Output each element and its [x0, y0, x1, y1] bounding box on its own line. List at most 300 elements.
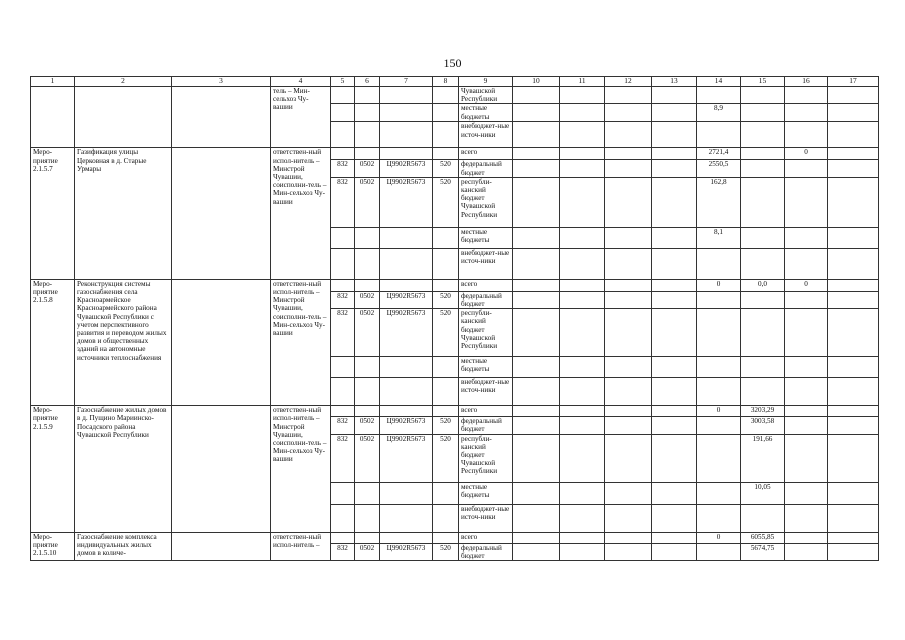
year-cell-16 [785, 434, 828, 482]
year-cell-14: 0 [697, 279, 741, 291]
section-cell: 0502 [355, 417, 380, 434]
year-cell-13 [652, 434, 697, 482]
year-cell-14: 2550,5 [697, 160, 741, 177]
column-header-13: 13 [652, 77, 697, 87]
year-cell-13 [652, 309, 697, 357]
expense-type-cell: 520 [433, 434, 459, 482]
goal-cell [172, 406, 271, 532]
expense-type-cell [433, 532, 459, 543]
goal-cell [172, 87, 271, 148]
grbs-cell [331, 122, 355, 148]
year-cell-15 [741, 357, 785, 378]
expense-type-cell: 520 [433, 417, 459, 434]
year-cell-16 [785, 309, 828, 357]
column-header-5: 5 [331, 77, 355, 87]
target-article-cell [380, 104, 433, 122]
year-cell-12 [605, 378, 652, 406]
executor-cell: тель – Мин-сельхоз Чу-вашии [271, 87, 331, 148]
year-cell-15 [741, 227, 785, 248]
section-cell [355, 504, 380, 532]
target-article-cell [380, 406, 433, 417]
section-cell [355, 227, 380, 248]
year-cell-14: 8,9 [697, 104, 741, 122]
measure-number-cell: Меро-приятие 2.1.5.9 [31, 406, 75, 532]
column-header-10: 10 [513, 77, 560, 87]
grbs-cell [331, 87, 355, 104]
column-header-12: 12 [605, 77, 652, 87]
year-cell-14 [697, 122, 741, 148]
target-article-cell [380, 357, 433, 378]
year-cell-13 [652, 148, 697, 160]
year-cell-16 [785, 378, 828, 406]
funding-source-cell: республи-канский бюджет Чувашской Республики [459, 177, 513, 227]
funding-source-cell: всего [459, 148, 513, 160]
target-article-cell [380, 227, 433, 248]
year-cell-12 [605, 291, 652, 308]
measure-number-cell: Меро-приятие 2.1.5.8 [31, 279, 75, 405]
grbs-cell [331, 406, 355, 417]
section-cell [355, 378, 380, 406]
year-cell-10 [513, 434, 560, 482]
year-cell-15 [741, 177, 785, 227]
year-cell-10 [513, 248, 560, 279]
target-article-cell [380, 279, 433, 291]
year-cell-10 [513, 309, 560, 357]
year-cell-10 [513, 482, 560, 504]
year-cell-12 [605, 227, 652, 248]
year-cell-16 [785, 177, 828, 227]
target-article-cell [380, 504, 433, 532]
year-cell-11 [560, 357, 605, 378]
year-cell-15: 6055,85 [741, 532, 785, 543]
year-cell-11 [560, 148, 605, 160]
year-cell-14 [697, 87, 741, 104]
target-article-cell: Ц9902R5673 [380, 177, 433, 227]
year-cell-17 [828, 248, 879, 279]
year-cell-17 [828, 417, 879, 434]
grbs-cell [331, 532, 355, 543]
year-cell-17 [828, 543, 879, 560]
year-cell-12 [605, 482, 652, 504]
section-cell: 0502 [355, 291, 380, 308]
year-cell-12 [605, 357, 652, 378]
section-cell [355, 122, 380, 148]
funding-source-cell: Чувашской Республики [459, 87, 513, 104]
year-cell-16 [785, 87, 828, 104]
grbs-cell: 832 [331, 417, 355, 434]
year-cell-13 [652, 482, 697, 504]
year-cell-11 [560, 177, 605, 227]
year-cell-17 [828, 504, 879, 532]
year-cell-12 [605, 532, 652, 543]
grbs-cell: 832 [331, 434, 355, 482]
year-cell-10 [513, 279, 560, 291]
goal-cell [172, 532, 271, 560]
expense-type-cell [433, 279, 459, 291]
funding-source-cell: республи-канский бюджет Чувашской Республики [459, 434, 513, 482]
year-cell-11 [560, 309, 605, 357]
year-cell-10 [513, 357, 560, 378]
year-cell-12 [605, 543, 652, 560]
expense-type-cell [433, 378, 459, 406]
grbs-cell [331, 279, 355, 291]
executor-cell: ответствен-ный испол-нитель – [271, 532, 331, 560]
year-cell-14 [697, 291, 741, 308]
year-cell-11 [560, 532, 605, 543]
year-cell-12 [605, 309, 652, 357]
year-cell-11 [560, 279, 605, 291]
year-cell-15 [741, 87, 785, 104]
year-cell-11 [560, 378, 605, 406]
funding-source-cell: федеральный бюджет [459, 543, 513, 560]
year-cell-10 [513, 177, 560, 227]
year-cell-15: 5674,75 [741, 543, 785, 560]
year-cell-14: 0 [697, 406, 741, 417]
year-cell-14 [697, 504, 741, 532]
year-cell-16 [785, 504, 828, 532]
year-cell-17 [828, 309, 879, 357]
expense-type-cell [433, 148, 459, 160]
funding-source-cell: федеральный бюджет [459, 291, 513, 308]
year-cell-12 [605, 248, 652, 279]
executor-cell: ответствен-ный испол-нитель – Минстрой Чувашии, соисполни-тель – Мин-сельхоз Чу-вашии [271, 279, 331, 405]
target-article-cell: Ц9902R5673 [380, 160, 433, 177]
year-cell-17 [828, 122, 879, 148]
year-cell-10 [513, 378, 560, 406]
grbs-cell [331, 482, 355, 504]
section-cell [355, 532, 380, 543]
year-cell-12 [605, 104, 652, 122]
target-article-cell [380, 532, 433, 543]
expense-type-cell: 520 [433, 177, 459, 227]
target-article-cell [380, 148, 433, 160]
funding-source-cell: всего [459, 406, 513, 417]
year-cell-16 [785, 482, 828, 504]
target-article-cell [380, 87, 433, 104]
year-cell-11 [560, 122, 605, 148]
funding-source-cell: всего [459, 279, 513, 291]
funding-source-cell: местные бюджеты [459, 482, 513, 504]
year-cell-13 [652, 532, 697, 543]
year-cell-11 [560, 87, 605, 104]
year-cell-10 [513, 148, 560, 160]
year-cell-16 [785, 160, 828, 177]
year-cell-12 [605, 434, 652, 482]
year-cell-11 [560, 291, 605, 308]
goal-cell [172, 148, 271, 279]
year-cell-17 [828, 279, 879, 291]
year-cell-14 [697, 543, 741, 560]
executor-cell: ответствен-ный испол-нитель – Минстрой Чувашии, соисполни-тель – Мин-сельхоз Чу-вашии [271, 406, 331, 532]
year-cell-12 [605, 406, 652, 417]
column-header-4: 4 [271, 77, 331, 87]
year-cell-14 [697, 434, 741, 482]
year-cell-17 [828, 291, 879, 308]
table-row [31, 87, 879, 104]
expense-type-cell: 520 [433, 160, 459, 177]
expense-type-cell [433, 482, 459, 504]
year-cell-17 [828, 357, 879, 378]
funding-source-cell: всего [459, 532, 513, 543]
target-article-cell [380, 248, 433, 279]
year-cell-14: 0 [697, 532, 741, 543]
year-cell-17 [828, 160, 879, 177]
executor-cell: ответствен-ный испол-нитель – Минстрой Чувашии, соисполни-тель – Мин-сельхоз Чу-вашии [271, 148, 331, 279]
year-cell-10 [513, 122, 560, 148]
year-cell-10 [513, 227, 560, 248]
year-cell-14 [697, 378, 741, 406]
target-article-cell: Ц9902R5673 [380, 309, 433, 357]
year-cell-10 [513, 417, 560, 434]
year-cell-14: 2721,4 [697, 148, 741, 160]
year-cell-15: 3003,58 [741, 417, 785, 434]
column-header-16: 16 [785, 77, 828, 87]
year-cell-17 [828, 87, 879, 104]
year-cell-13 [652, 417, 697, 434]
expense-type-cell [433, 227, 459, 248]
column-header-15: 15 [741, 77, 785, 87]
year-cell-15 [741, 309, 785, 357]
year-cell-15 [741, 122, 785, 148]
grbs-cell [331, 378, 355, 406]
year-cell-10 [513, 504, 560, 532]
year-cell-13 [652, 248, 697, 279]
year-cell-15 [741, 291, 785, 308]
year-cell-10 [513, 87, 560, 104]
year-cell-13 [652, 122, 697, 148]
goal-cell [172, 279, 271, 405]
year-cell-11 [560, 406, 605, 417]
year-cell-12 [605, 87, 652, 104]
year-cell-13 [652, 104, 697, 122]
year-cell-10 [513, 291, 560, 308]
year-cell-15 [741, 104, 785, 122]
year-cell-13 [652, 279, 697, 291]
measure-number-cell: Меро-приятие 2.1.5.7 [31, 148, 75, 279]
grbs-cell [331, 148, 355, 160]
target-article-cell: Ц9902R5673 [380, 417, 433, 434]
section-cell [355, 148, 380, 160]
year-cell-15: 10,05 [741, 482, 785, 504]
grbs-cell: 832 [331, 177, 355, 227]
year-cell-17 [828, 378, 879, 406]
year-cell-13 [652, 87, 697, 104]
column-header-8: 8 [433, 77, 459, 87]
year-cell-16: 0 [785, 148, 828, 160]
expense-type-cell: 520 [433, 543, 459, 560]
grbs-cell: 832 [331, 543, 355, 560]
column-header-3: 3 [172, 77, 271, 87]
measure-number-cell [31, 87, 75, 148]
year-cell-17 [828, 227, 879, 248]
target-article-cell [380, 378, 433, 406]
year-cell-13 [652, 357, 697, 378]
year-cell-17 [828, 532, 879, 543]
year-cell-10 [513, 104, 560, 122]
year-cell-15: 0,0 [741, 279, 785, 291]
measure-name-cell: Реконструкция системы газоснабжения села Красноармейское Красноармейского района Чувашской Республики с учетом перспективного развития и переводом жилых домов и общественных зданий на автономные источники теплоснабжения [75, 279, 172, 405]
year-cell-12 [605, 160, 652, 177]
year-cell-13 [652, 378, 697, 406]
funding-source-cell: внебюджет-ные источ-ники [459, 122, 513, 148]
year-cell-16 [785, 532, 828, 543]
year-cell-15: 3203,29 [741, 406, 785, 417]
expense-type-cell [433, 248, 459, 279]
column-header-9: 9 [459, 77, 513, 87]
section-cell [355, 87, 380, 104]
table-row [31, 148, 879, 160]
table-row [31, 532, 879, 543]
year-cell-12 [605, 279, 652, 291]
target-article-cell [380, 122, 433, 148]
year-cell-11 [560, 227, 605, 248]
year-cell-16 [785, 417, 828, 434]
year-cell-11 [560, 434, 605, 482]
year-cell-16 [785, 122, 828, 148]
column-header-2: 2 [75, 77, 172, 87]
target-article-cell [380, 482, 433, 504]
funding-source-cell: местные бюджеты [459, 357, 513, 378]
funding-source-cell: федеральный бюджет [459, 417, 513, 434]
year-cell-11 [560, 417, 605, 434]
table-row [31, 406, 879, 417]
year-cell-10 [513, 532, 560, 543]
grbs-cell: 832 [331, 160, 355, 177]
year-cell-11 [560, 504, 605, 532]
measure-name-cell: Газификация улицы Церковная в д. Старые Урмары [75, 148, 172, 279]
header-row [31, 77, 879, 87]
year-cell-15 [741, 378, 785, 406]
year-cell-16 [785, 406, 828, 417]
year-cell-16 [785, 291, 828, 308]
expense-type-cell [433, 104, 459, 122]
year-cell-11 [560, 482, 605, 504]
year-cell-15: 191,66 [741, 434, 785, 482]
year-cell-14 [697, 482, 741, 504]
year-cell-15 [741, 504, 785, 532]
year-cell-16 [785, 227, 828, 248]
year-cell-15 [741, 160, 785, 177]
year-cell-13 [652, 406, 697, 417]
year-cell-13 [652, 291, 697, 308]
year-cell-15 [741, 248, 785, 279]
funding-source-cell: внебюджет-ные источ-ники [459, 248, 513, 279]
grbs-cell: 832 [331, 309, 355, 357]
year-cell-11 [560, 104, 605, 122]
year-cell-17 [828, 406, 879, 417]
section-cell: 0502 [355, 434, 380, 482]
grbs-cell: 832 [331, 291, 355, 308]
funding-source-cell: местные бюджеты [459, 104, 513, 122]
year-cell-14 [697, 417, 741, 434]
section-cell: 0502 [355, 309, 380, 357]
column-header-17: 17 [828, 77, 879, 87]
grbs-cell [331, 504, 355, 532]
year-cell-16 [785, 357, 828, 378]
grbs-cell [331, 357, 355, 378]
year-cell-14 [697, 357, 741, 378]
year-cell-17 [828, 482, 879, 504]
year-cell-14: 162,8 [697, 177, 741, 227]
expense-type-cell [433, 357, 459, 378]
grbs-cell [331, 227, 355, 248]
year-cell-15 [741, 148, 785, 160]
target-article-cell: Ц9902R5673 [380, 543, 433, 560]
column-header-11: 11 [560, 77, 605, 87]
year-cell-11 [560, 248, 605, 279]
expense-type-cell [433, 87, 459, 104]
target-article-cell: Ц9902R5673 [380, 434, 433, 482]
expense-type-cell: 520 [433, 309, 459, 357]
year-cell-16 [785, 248, 828, 279]
section-cell: 0502 [355, 543, 380, 560]
funding-source-cell: внебюджет-ные источ-ники [459, 504, 513, 532]
section-cell: 0502 [355, 177, 380, 227]
year-cell-11 [560, 160, 605, 177]
year-cell-17 [828, 148, 879, 160]
measure-name-cell: Газоснабжение комплекса индивидуальных жилых домов в количе- [75, 532, 172, 560]
section-cell [355, 406, 380, 417]
column-header-14: 14 [697, 77, 741, 87]
year-cell-17 [828, 104, 879, 122]
section-cell [355, 279, 380, 291]
year-cell-11 [560, 543, 605, 560]
measure-name-cell: Газоснабжение жилых домов в д. Пущино Мариинско-Посадского района Чувашской Республики [75, 406, 172, 532]
expense-type-cell: 520 [433, 291, 459, 308]
section-cell [355, 357, 380, 378]
column-header-6: 6 [355, 77, 380, 87]
year-cell-13 [652, 177, 697, 227]
funding-source-cell: внебюджет-ные источ-ники [459, 378, 513, 406]
expense-type-cell [433, 122, 459, 148]
year-cell-17 [828, 177, 879, 227]
target-article-cell: Ц9902R5673 [380, 291, 433, 308]
year-cell-16 [785, 543, 828, 560]
table-row [31, 279, 879, 291]
year-cell-17 [828, 434, 879, 482]
funding-source-cell: республи-канский бюджет Чувашской Республики [459, 309, 513, 357]
year-cell-16: 0 [785, 279, 828, 291]
year-cell-14 [697, 309, 741, 357]
column-header-1: 1 [31, 77, 75, 87]
year-cell-10 [513, 406, 560, 417]
year-cell-13 [652, 504, 697, 532]
measure-number-cell: Меро-приятие 2.1.5.10 [31, 532, 75, 560]
year-cell-13 [652, 160, 697, 177]
page-number: 150 [443, 56, 462, 70]
year-cell-12 [605, 504, 652, 532]
expense-type-cell [433, 504, 459, 532]
year-cell-12 [605, 148, 652, 160]
year-cell-13 [652, 543, 697, 560]
year-cell-10 [513, 160, 560, 177]
grbs-cell [331, 248, 355, 279]
measure-name-cell [75, 87, 172, 148]
funding-source-cell: местные бюджеты [459, 227, 513, 248]
year-cell-16 [785, 104, 828, 122]
column-header-7: 7 [380, 77, 433, 87]
section-cell: 0502 [355, 160, 380, 177]
funding-source-cell: федеральный бюджет [459, 160, 513, 177]
expense-type-cell [433, 406, 459, 417]
section-cell [355, 482, 380, 504]
section-cell [355, 248, 380, 279]
year-cell-14 [697, 248, 741, 279]
year-cell-13 [652, 227, 697, 248]
grbs-cell [331, 104, 355, 122]
year-cell-12 [605, 122, 652, 148]
budget-table [30, 76, 879, 561]
